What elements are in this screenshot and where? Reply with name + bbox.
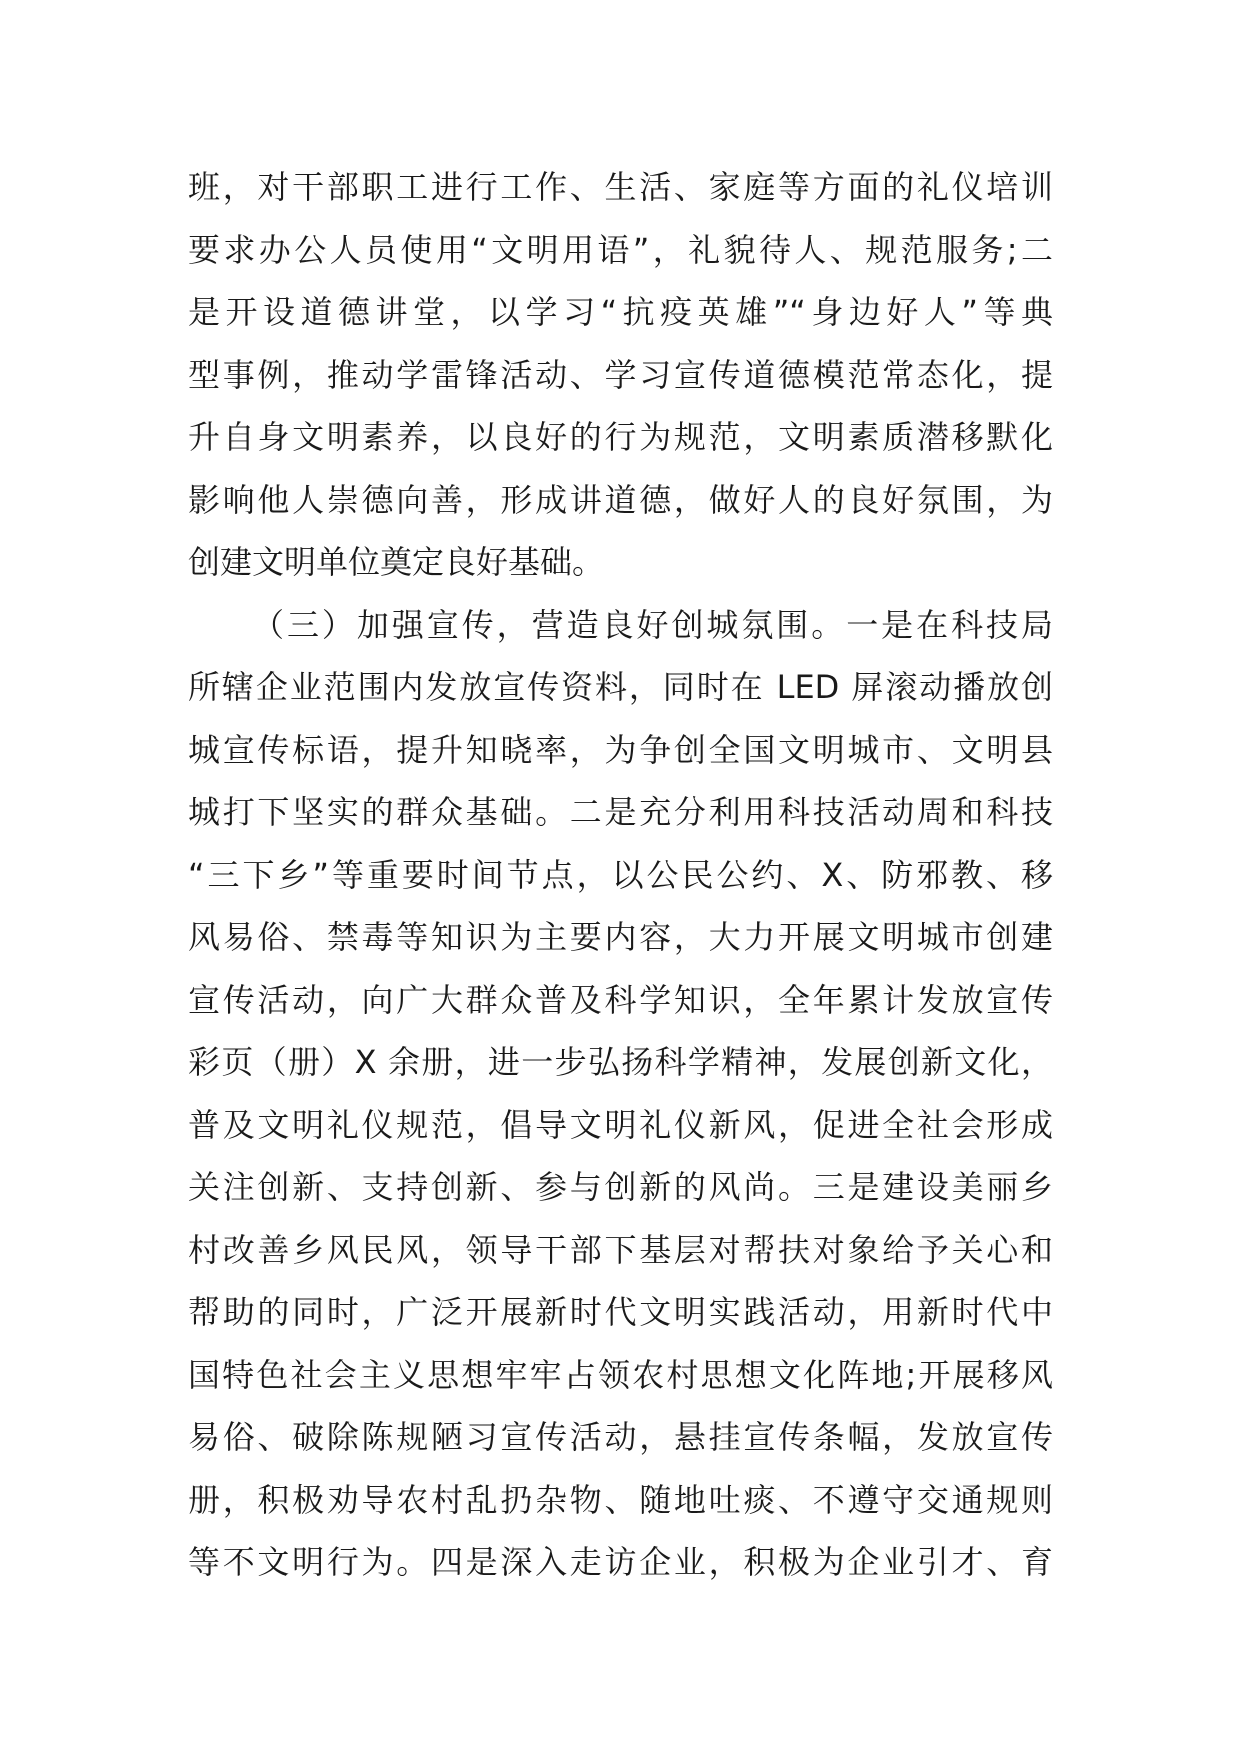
- paragraph-line: 班，对干部职工进行工作、生活、家庭等方面的礼仪培训: [188, 168, 1053, 206]
- paragraph-line: 等不文明行为。四是深入走访企业，积极为企业引才、育: [188, 1543, 1053, 1581]
- paragraph-line: 风易俗、禁毒等知识为主要内容，大力开展文明城市创建: [188, 918, 1053, 956]
- paragraph-line: 是开设道德讲堂，以学习“抗疫英雄”“身边好人”等典: [188, 293, 1053, 331]
- paragraph-line: 帮助的同时，广泛开展新时代文明实践活动，用新时代中: [188, 1293, 1053, 1331]
- paragraph-line: 型事例，推动学雷锋活动、学习宣传道德模范常态化，提: [188, 355, 1053, 394]
- paragraph-line: 村改善乡风民风，领导干部下基层对帮扶对象给予关心和: [188, 1230, 1053, 1269]
- paragraph-line: 易俗、破除陈规陋习宣传活动，悬挂宣传条幅，发放宣传: [188, 1418, 1053, 1456]
- paragraph-heading-line: （三）加强宣传，营造良好创城氛围。一是在科技局: [252, 605, 1053, 644]
- paragraph-line: 所辖企业范围内发放宣传资料，同时在 LED 屏滚动播放创: [188, 668, 1053, 706]
- paragraph-line: 影响他人崇德向善，形成讲道德，做好人的良好氛围，为: [188, 480, 1053, 519]
- paragraph-line: 升自身文明素养，以良好的行为规范，文明素质潜移默化: [188, 418, 1053, 456]
- document-body: [188, 156, 1053, 1594]
- paragraph-line: 彩页（册）X 余册，进一步弘扬科学精神，发展创新文化，: [188, 1043, 1053, 1081]
- paragraph-line: 城打下坚实的群众基础。二是充分利用科技活动周和科技: [188, 793, 1053, 831]
- paragraph-line: 册，积极劝导农村乱扔杂物、随地吐痰、不遵守交通规则: [188, 1480, 1053, 1519]
- paragraph-line: 创建文明单位奠定良好基础。: [188, 543, 605, 581]
- paragraph-line: 宣传活动，向广大群众普及科学知识，全年累计发放宣传: [188, 980, 1053, 1019]
- paragraph-line: 关注创新、支持创新、参与创新的风尚。三是建设美丽乡: [188, 1168, 1053, 1206]
- paragraph-line: 城宣传标语，提升知晓率，为争创全国文明城市、文明县: [188, 730, 1053, 769]
- paragraph-line: 普及文明礼仪规范，倡导文明礼仪新风，促进全社会形成: [188, 1105, 1053, 1144]
- paragraph-line: 国特色社会主义思想牢牢占领农村思想文化阵地;开展移风: [188, 1355, 1053, 1394]
- paragraph-line: “三下乡”等重要时间节点，以公民公约、X、防邪教、移: [188, 855, 1053, 894]
- paragraph-line: 要求办公人员使用“文明用语”，礼貌待人、规范服务;二: [188, 230, 1053, 269]
